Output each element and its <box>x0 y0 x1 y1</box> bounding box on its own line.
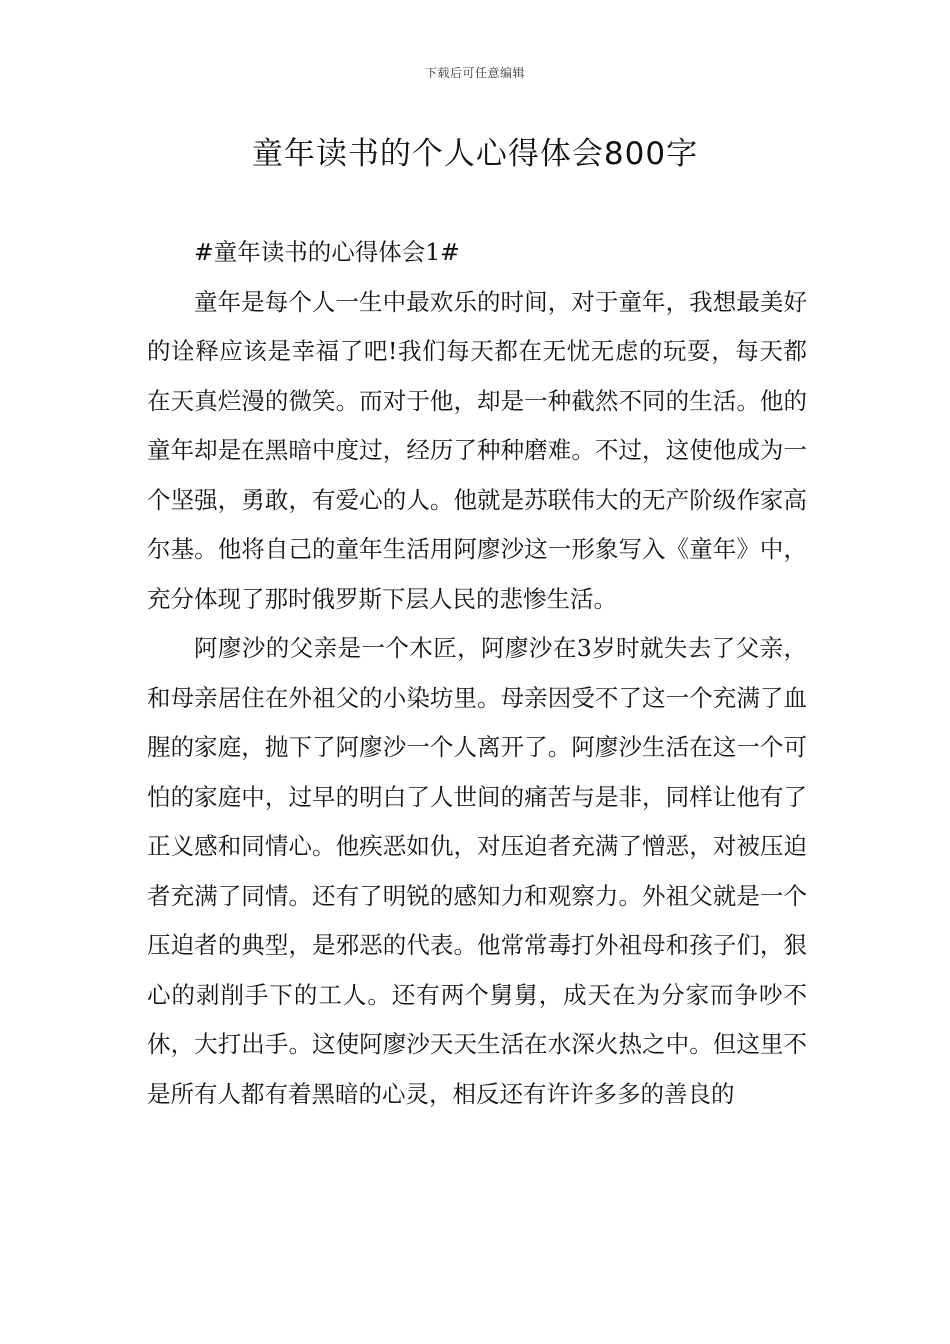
document-body <box>147 228 807 1119</box>
paragraph-2: 阿廖沙的父亲是一个木匠，阿廖沙在3岁时就失去了父亲，和母亲居住在外祖父的小染坊里。母亲因受不了这一个充满了血腥的家庭，抛下了阿廖沙一个人离开了。阿廖沙生活在这一个可怕的家庭中，过早的明白了人世间的痛苦与是非，同样让他有了正义感和同情心。他疾恶如仇，对压迫者充满了憎恶，对被压迫者充满了同情。还有了明锐的感知力和观察力。外祖父就是一个压迫者的典型，是邪恶的代表。他常常毒打外祖母和孩子们，狠心的剥削手下的工人。还有两个舅舅，成天在为分家而争吵不休，大打出手。这使阿廖沙天天生活在水深火热之中。但这里不是所有人都有着黑暗的心灵，相反还有许许多多的善良的 <box>147 634 807 1108</box>
section-heading: #童年读书的心得体会1# <box>194 238 460 266</box>
header-note: 下载后可任意编辑 <box>424 66 525 80</box>
document-title: 童年读书的个人心得体会800字 <box>251 136 699 172</box>
paragraph-1: 童年是每个人一生中最欢乐的时间，对于童年，我想最美好的诠释应该是幸福了吧!我们每天都在无忧无虑的玩耍，每天都在天真烂漫的微笑。而对于他，却是一种截然不同的生活。他的童年却是在黑暗中度过，经历了种种磨难。不过，这使他成为一个坚强，勇敢，有爱心的人。他就是苏联伟大的无产阶级作家高尔基。他将自己的童年生活用阿廖沙这一形象写入《童年》中，充分体现了那时俄罗斯下层人民的悲惨生活。 <box>147 287 807 613</box>
